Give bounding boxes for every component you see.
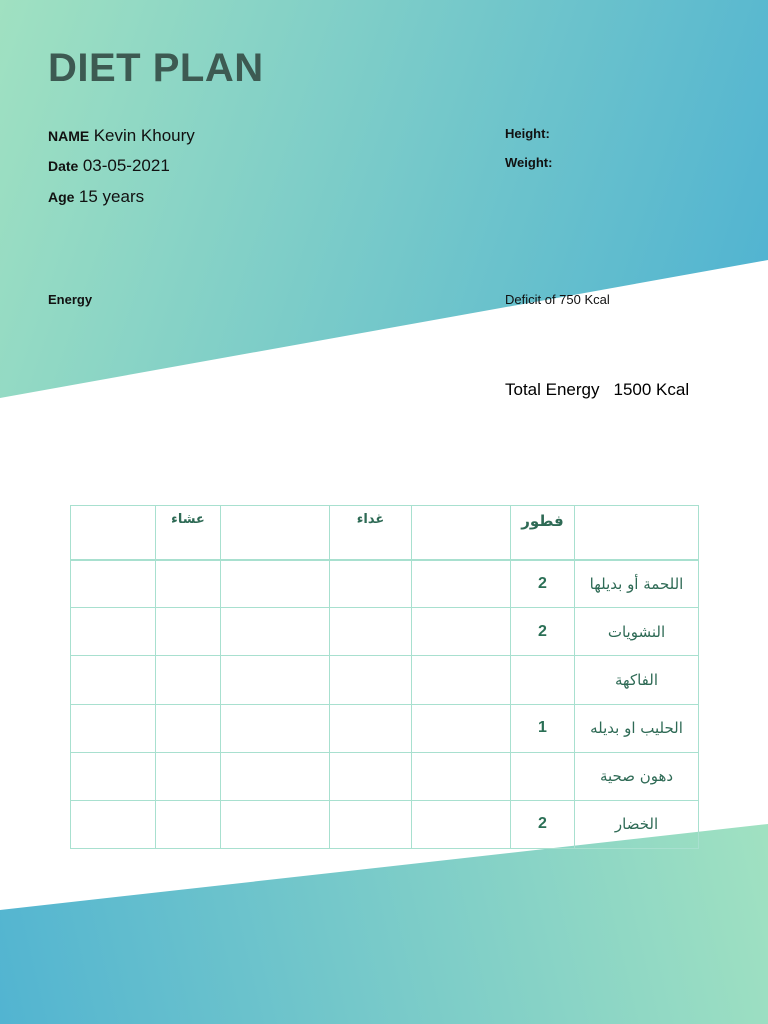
- table-row: [71, 560, 699, 608]
- age-label: Age: [48, 189, 75, 205]
- table-row: [71, 608, 699, 656]
- date-field: [48, 156, 170, 176]
- height-label: Height:: [505, 126, 550, 141]
- name-value: Kevin Khoury: [93, 126, 195, 145]
- table-row: [71, 752, 699, 800]
- age-value: 15 years: [78, 187, 145, 206]
- energy-label: Energy: [48, 292, 93, 307]
- food-group-cell: اللحمة أو بديلها: [575, 560, 699, 608]
- total-energy-label: Total Energy: [505, 380, 600, 399]
- table-row: [71, 800, 699, 848]
- name-label: NAME: [48, 128, 90, 144]
- page-title: DIET PLAN: [48, 46, 264, 90]
- table-row: [71, 656, 699, 704]
- age-field: [48, 187, 144, 207]
- table-row: [71, 704, 699, 752]
- breakfast-cell: 1: [511, 704, 575, 752]
- footer-gradient-band: [0, 820, 768, 1024]
- meal-plan-table: [70, 505, 699, 849]
- header-lunch: غداء: [330, 506, 412, 560]
- breakfast-cell: 2: [511, 800, 575, 848]
- deficit-text: Deficit of 750 Kcal: [505, 292, 610, 307]
- breakfast-cell: 2: [511, 608, 575, 656]
- breakfast-cell: [511, 752, 575, 800]
- header-cell: [221, 506, 330, 560]
- header-cell: [575, 506, 699, 560]
- food-group-cell: الحليب او بديله: [575, 704, 699, 752]
- header-cell: [71, 506, 156, 560]
- date-label: Date: [48, 158, 79, 174]
- name-field: [48, 126, 195, 146]
- weight-label: Weight:: [505, 155, 553, 170]
- breakfast-cell: 2: [511, 560, 575, 608]
- total-energy-value: 1500 Kcal: [613, 380, 690, 399]
- total-energy: [505, 380, 689, 400]
- table-header-row: [71, 506, 699, 560]
- food-group-cell: النشويات: [575, 608, 699, 656]
- food-group-cell: الخضار: [575, 800, 699, 848]
- breakfast-cell: [511, 656, 575, 704]
- header-breakfast: فطور: [511, 506, 575, 560]
- header-dinner: عشاء: [156, 506, 221, 560]
- header-cell: [412, 506, 511, 560]
- date-value: 03-05-2021: [82, 156, 170, 175]
- food-group-cell: دهون صحية: [575, 752, 699, 800]
- food-group-cell: الفاكهة: [575, 656, 699, 704]
